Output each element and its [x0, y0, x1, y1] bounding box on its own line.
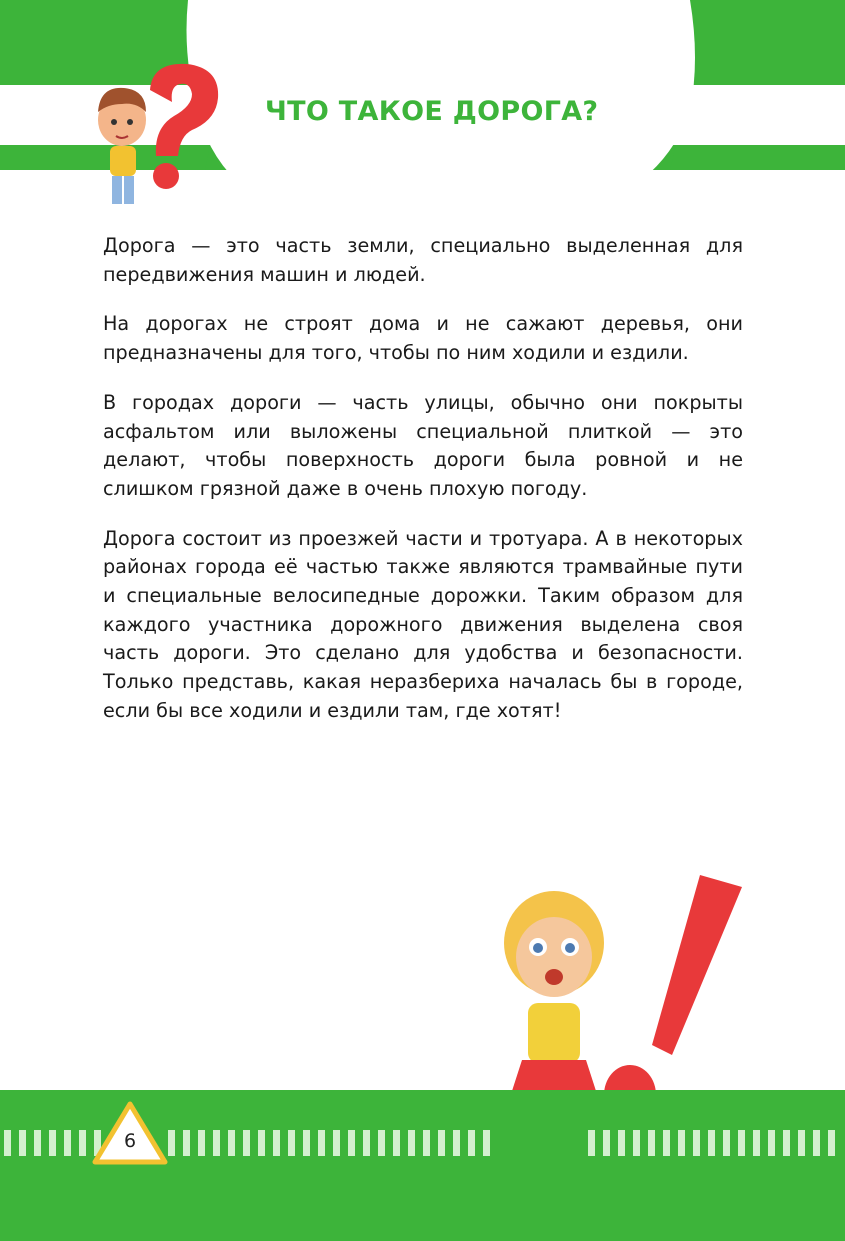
body-text — [103, 232, 743, 747]
question-mark-icon — [150, 64, 218, 189]
page-title: ЧТО ТАКОЕ ДОРОГА? — [265, 96, 599, 127]
paragraph: Дорога — это часть земли, специально выделенная для передвижения машин и людей. — [103, 234, 743, 286]
thinking-boy-illustration — [72, 60, 232, 210]
paragraph: В городах дороги — часть улицы, обычно они покрыты асфальтом или выложены специальной плиткой — это делают, чтобы поверхность дороги была ровной и не слишком грязной даже в очень плохую погоду. — [103, 390, 743, 500]
page-number: 6 — [123, 1130, 137, 1152]
paragraph: Дорога состоит из проезжей части и тротуара. А в некоторых районах города её частью также являются трамвайные пути и специальные велосипедные дорожки. Таким образом для каждого участника дорожного движения выделена своя часть дороги. Это сделано для удобства и безопасности. Только представь, какая неразбериха началась бы в городе, если бы все ходили и ездили там, где хотят! — [103, 526, 743, 722]
footer-road — [0, 1090, 845, 1241]
paragraph: На дорогах не строят дома и не сажают деревья, они предназначены для того, чтобы по ним ходили и ездили. — [103, 312, 743, 365]
exclamation-mark-icon — [604, 875, 742, 1125]
